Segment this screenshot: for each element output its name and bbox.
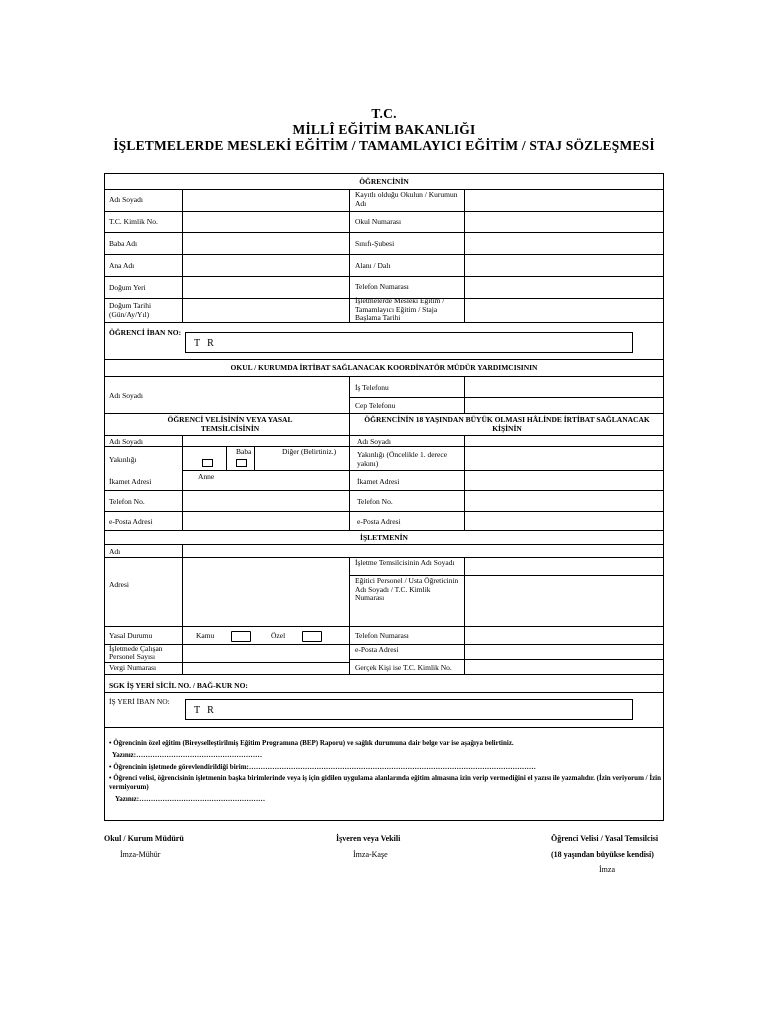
- note-parent-permission: • Öğrenci velisi, öğrencisinin işletmenin başka birimlerinde veya iş için gidilen uygulama alanlarında eğitim almasına izin verip vermediğini el yazısı ile yazmalıdır. (İzin veriyorum / İzin vermiyorum): [109, 774, 662, 791]
- adult-address-field[interactable]: [465, 471, 663, 489]
- student-tc-label: T.C. Kimlik No.: [109, 217, 158, 226]
- parent-mother-checkbox[interactable]: [202, 459, 213, 467]
- note-assigned-unit: • Öğrencinin işletmede görevlendirildiği birim:……………………………………………………………………………………………………………: [109, 763, 536, 771]
- parent-email-field[interactable]: [183, 512, 348, 529]
- note-special-education: • Öğrencinin özel eğitim (Bireyselleştirilmiş Eğitim Programına (BEP) Raporu) ve sağlık durumuna dair belge var ise aşağıya belirtiniz.: [109, 739, 514, 747]
- student-birthplace-field[interactable]: [183, 277, 348, 297]
- student-iban-label: ÖĞRENCİ İBAN NO:: [109, 328, 182, 337]
- student-field-label: Alanı / Dalı: [355, 261, 391, 270]
- signature-principal-title: Okul / Kurum Müdürü: [104, 834, 184, 843]
- business-iban-input[interactable]: [185, 699, 633, 720]
- business-public-checkbox[interactable]: [231, 631, 251, 642]
- coordinator-name-field[interactable]: [183, 377, 348, 412]
- parent-name-field[interactable]: [183, 436, 348, 445]
- adult-relation-label: Yakınlığı (Öncelikle 1. derece yakını): [357, 450, 448, 468]
- student-school-no-label: Okul Numarası: [355, 217, 402, 226]
- parent-mother-option: Anne: [198, 472, 215, 481]
- adult-address-label: İkamet Adresi: [357, 477, 400, 486]
- student-birthdate-label: Doğum Tarihi (Gün/Ay/Yıl): [109, 301, 152, 319]
- business-private-option: Özel: [271, 631, 286, 640]
- business-name-label: Adı: [109, 547, 121, 556]
- coordinator-work-phone-label: İş Telefonu: [355, 383, 389, 392]
- student-iban-prefix: TR: [194, 338, 221, 349]
- parent-name-label: Adı Soyadı: [109, 437, 143, 446]
- student-iban-input[interactable]: [185, 332, 633, 353]
- business-employees-label: İşletmede Çalışan Personel Sayısı: [109, 644, 163, 661]
- parent-email-label: e-Posta Adresi: [109, 517, 153, 526]
- business-trainer-label: Eğitici Personel / Usta Öğreticinin Adı Soyadı / T.C. Kimlik Numarası: [355, 576, 459, 602]
- business-private-checkbox[interactable]: [302, 631, 322, 642]
- business-real-person-label: Gerçek Kişi ise T.C. Kimlik No.: [355, 663, 452, 672]
- business-address-label: Adresi: [109, 580, 129, 589]
- adult-name-field[interactable]: [465, 436, 663, 445]
- parent-other-option: Diğer (Belirtiniz.): [282, 447, 337, 456]
- business-employees-field[interactable]: [183, 645, 348, 661]
- signature-parent-title: Öğrenci Velisi / Yasal Temsilcisi: [551, 834, 659, 843]
- adult-email-field[interactable]: [465, 512, 663, 529]
- business-iban-label: İŞ YERİ İBAN NO:: [109, 697, 170, 706]
- adult-email-label: e-Posta Adresi: [357, 517, 401, 526]
- student-name-label: Adı Soyadı: [109, 195, 143, 204]
- signature-employer-sub: İmza-Kaşe: [353, 850, 388, 859]
- business-public-option: Kamu: [196, 631, 215, 640]
- student-class-label: Sınıfı-Şubesi: [355, 239, 395, 248]
- parent-phone-label: Telefon No.: [109, 497, 145, 506]
- doc-title-contract: İŞLETMELERDE MESLEKİ EĞİTİM / TAMAMLAYICI EĞİTİM / STAJ SÖZLEŞMESİ: [113, 138, 655, 153]
- business-iban-prefix: TR: [194, 705, 221, 716]
- business-section-title: İŞLETMENİN: [360, 533, 408, 542]
- parent-father-checkbox[interactable]: [236, 459, 247, 467]
- adult-name-label: Adı Soyadı: [357, 437, 391, 446]
- student-father-field[interactable]: [183, 233, 348, 253]
- business-tax-no-label: Vergi Numarası: [109, 663, 157, 672]
- business-phone-field[interactable]: [465, 627, 663, 643]
- business-sgk-label: SGK İŞ YERİ SİCİL NO. / BAĞ-KUR NO:: [109, 681, 248, 690]
- student-mother-label: Ana Adı: [109, 261, 135, 270]
- student-tc-field[interactable]: [183, 212, 348, 231]
- business-legal-status-label: Yasal Durumu: [109, 631, 153, 640]
- student-school-field[interactable]: [465, 190, 663, 210]
- student-field-field[interactable]: [465, 255, 663, 275]
- adult-relation-field[interactable]: [465, 447, 663, 469]
- business-trainer-field[interactable]: [465, 576, 663, 625]
- student-father-label: Baba Adı: [109, 239, 138, 248]
- student-name-field[interactable]: [183, 190, 348, 210]
- business-email-label: e-Posta Adresi: [355, 645, 399, 654]
- business-name-field[interactable]: [183, 545, 663, 556]
- signature-employer-title: İşveren veya Vekili: [336, 834, 401, 843]
- student-birthplace-label: Doğum Yeri: [109, 283, 146, 292]
- student-school-label: Kayıtlı olduğu Okulun / Kurumun Adı: [355, 190, 458, 208]
- coordinator-mobile-field[interactable]: [465, 398, 663, 412]
- business-address-field[interactable]: [183, 558, 348, 625]
- note-parent-permission-write: Yazınız:………………………………………………: [115, 795, 266, 803]
- parent-father-option: Baba: [236, 447, 252, 456]
- doc-title-ministry: MİLLÎ EĞİTİM BAKANLIĞI: [292, 122, 476, 137]
- signature-parent-sign: İmza: [599, 865, 615, 874]
- business-rep-field[interactable]: [465, 558, 663, 574]
- student-phone-label: Telefon Numarası: [355, 282, 409, 291]
- parent-section-title: ÖĞRENCİ VELİSİNİN VEYA YASAL TEMSİLCİSİNİN: [167, 415, 293, 433]
- business-email-field[interactable]: [465, 645, 663, 658]
- student-mother-field[interactable]: [183, 255, 348, 275]
- doc-title-tc: T.C.: [371, 106, 397, 121]
- coordinator-work-phone-field[interactable]: [465, 377, 663, 396]
- coordinator-name-label: Adı Soyadı: [109, 391, 143, 400]
- business-real-person-field[interactable]: [465, 660, 663, 673]
- parent-relation-label: Yakınlığı: [109, 455, 137, 464]
- business-phone-label: Telefon Numarası: [355, 631, 409, 640]
- student-section-title: ÖĞRENCİNİN: [359, 177, 409, 186]
- parent-phone-field[interactable]: [183, 491, 348, 510]
- note-special-education-write: Yazınız:………………………………………………: [112, 751, 263, 759]
- parent-address-label: İkamet Adresi: [109, 477, 152, 486]
- student-phone-field[interactable]: [465, 277, 663, 297]
- student-start-date-field[interactable]: [465, 299, 663, 321]
- student-school-no-field[interactable]: [465, 212, 663, 231]
- coordinator-mobile-label: Cep Telefonu: [355, 401, 396, 410]
- student-class-field[interactable]: [465, 233, 663, 253]
- coordinator-section-title: OKUL / KURUMDA İRTİBAT SAĞLANACAK KOORDİNATÖR MÜDÜR YARDIMCISININ: [230, 363, 538, 372]
- student-birthdate-field[interactable]: [183, 299, 348, 321]
- business-tax-no-field[interactable]: [183, 663, 348, 673]
- signature-principal-sub: İmza-Mühür: [120, 850, 161, 859]
- adult-contact-section-title: ÖĞRENCİNİN 18 YAŞINDAN BÜYÜK OLMASI HÂLİNDE İRTİBAT SAĞLANACAK KİŞİNİN: [364, 415, 650, 433]
- adult-phone-field[interactable]: [465, 491, 663, 510]
- adult-phone-label: Telefon No.: [357, 497, 393, 506]
- student-start-date-label: İşletmelerde Mesleki Eğitim / Tamamlayıcı Eğitim / Staja Başlama Tarihi: [355, 296, 445, 322]
- business-rep-label: İşletme Temsilcisinin Adı Soyadı: [355, 558, 455, 567]
- parent-other-field[interactable]: [255, 456, 348, 469]
- signature-parent-sub: (18 yaşından büyükse kendisi): [551, 850, 654, 859]
